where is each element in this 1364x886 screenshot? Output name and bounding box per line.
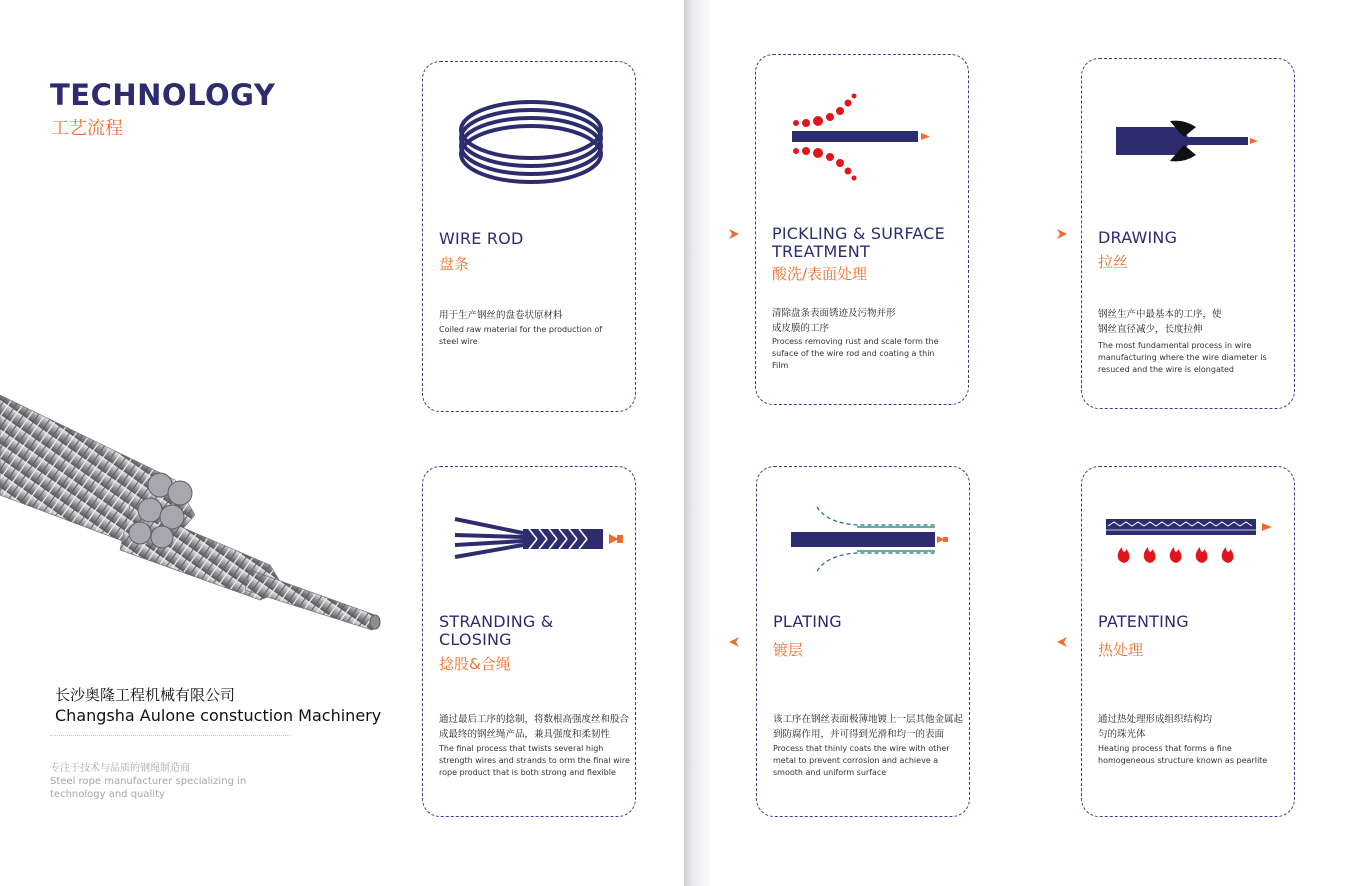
step-title-cn: 镀层 [773, 641, 804, 659]
step-title-cn: 捻股&合绳 [439, 655, 511, 673]
stranding-icon [453, 513, 633, 563]
step-desc-en: The most fundamental process in wire manufacturing where the wire diameter is resuced and the wire is elongated [1098, 341, 1267, 374]
step-card-pickling [755, 54, 969, 405]
page-subtitle: 工艺流程 [51, 118, 123, 139]
page-gutter [684, 0, 710, 886]
coil-icon [451, 90, 611, 190]
step-desc-cn: 该工序在钢丝表面极薄地镀上一层其他金属起到防腐作用，并可得到光滑和均一的表面 [773, 714, 964, 740]
divider [50, 735, 290, 736]
step-card-stranding [422, 466, 636, 817]
arrow-right-icon [729, 229, 739, 239]
step-desc-cn: 清除盘条表面锈迹及污物并形成皮膜的工序 [772, 308, 896, 334]
step-title-en: DRAWING [1098, 228, 1178, 247]
page-title: TECHNOLOGY [50, 78, 276, 112]
plating-icon [787, 505, 957, 575]
step-title-cn: 盘条 [439, 255, 470, 273]
step-title-en: PLATING [773, 612, 842, 631]
company-name-en: Changsha Aulone constuction Machinery [55, 706, 382, 725]
step-desc-cn: 通过最后工序的捻制，将数根高强度丝和股合成最终的钢丝绳产品，兼具强度和柔韧性 [439, 714, 630, 740]
step-title-en: STRANDING & CLOSING [439, 612, 554, 649]
pickling-icon [786, 93, 946, 183]
step-title-cn: 拉丝 [1098, 253, 1129, 271]
step-card-drawing [1081, 58, 1295, 409]
step-card-patenting [1081, 466, 1295, 817]
step-title-cn: 热处理 [1098, 641, 1144, 659]
step-title-en: PICKLING & SURFACE TREATMENT [772, 224, 945, 261]
step-desc-en: Process removing rust and scale form the suface of the wire rod and coating a thin Film [772, 337, 939, 370]
company-name-cn: 长沙奥隆工程机械有限公司 [55, 686, 236, 704]
tagline-en: Steel rope manufacturer specializing in technology and quality [50, 776, 247, 800]
flame-icon [1104, 517, 1284, 567]
arrow-left-icon [1057, 637, 1067, 647]
step-desc-cn: 钢丝生产中最基本的工序，使钢丝直径减少，长度拉伸 [1098, 309, 1222, 335]
step-desc-cn: 用于生产钢丝的盘卷状原材料 [439, 310, 563, 321]
arrow-left-icon [729, 637, 739, 647]
step-title-en: WIRE ROD [439, 229, 524, 248]
step-desc-en: Process that thinly coats the wire with other metal to prevent corrosion and achieve a smooth and uniform surface [773, 744, 950, 777]
arrow-right-icon [1057, 229, 1067, 239]
step-card-plating [756, 466, 970, 817]
wire-rope-image [0, 385, 390, 635]
step-card-wire-rod [422, 61, 636, 412]
step-desc-en: Heating process that forms a fine homogeneous structure known as pearlite [1098, 744, 1268, 765]
step-desc-en: The final process that twists several high strength wires and strands to orm the final wire rope product that is both strong and flexible [439, 744, 630, 777]
step-desc-cn: 通过热处理形成组织结构均匀的珠光体 [1098, 714, 1213, 740]
step-desc-en: Coiled raw material for the production of steel wire [439, 325, 603, 346]
step-title-en: PATENTING [1098, 612, 1189, 631]
drawing-die-icon [1112, 117, 1272, 167]
tagline-cn: 专注于技术与品质的钢绳制造商 [50, 763, 190, 774]
step-title-cn: 酸洗/表面处理 [772, 265, 868, 283]
